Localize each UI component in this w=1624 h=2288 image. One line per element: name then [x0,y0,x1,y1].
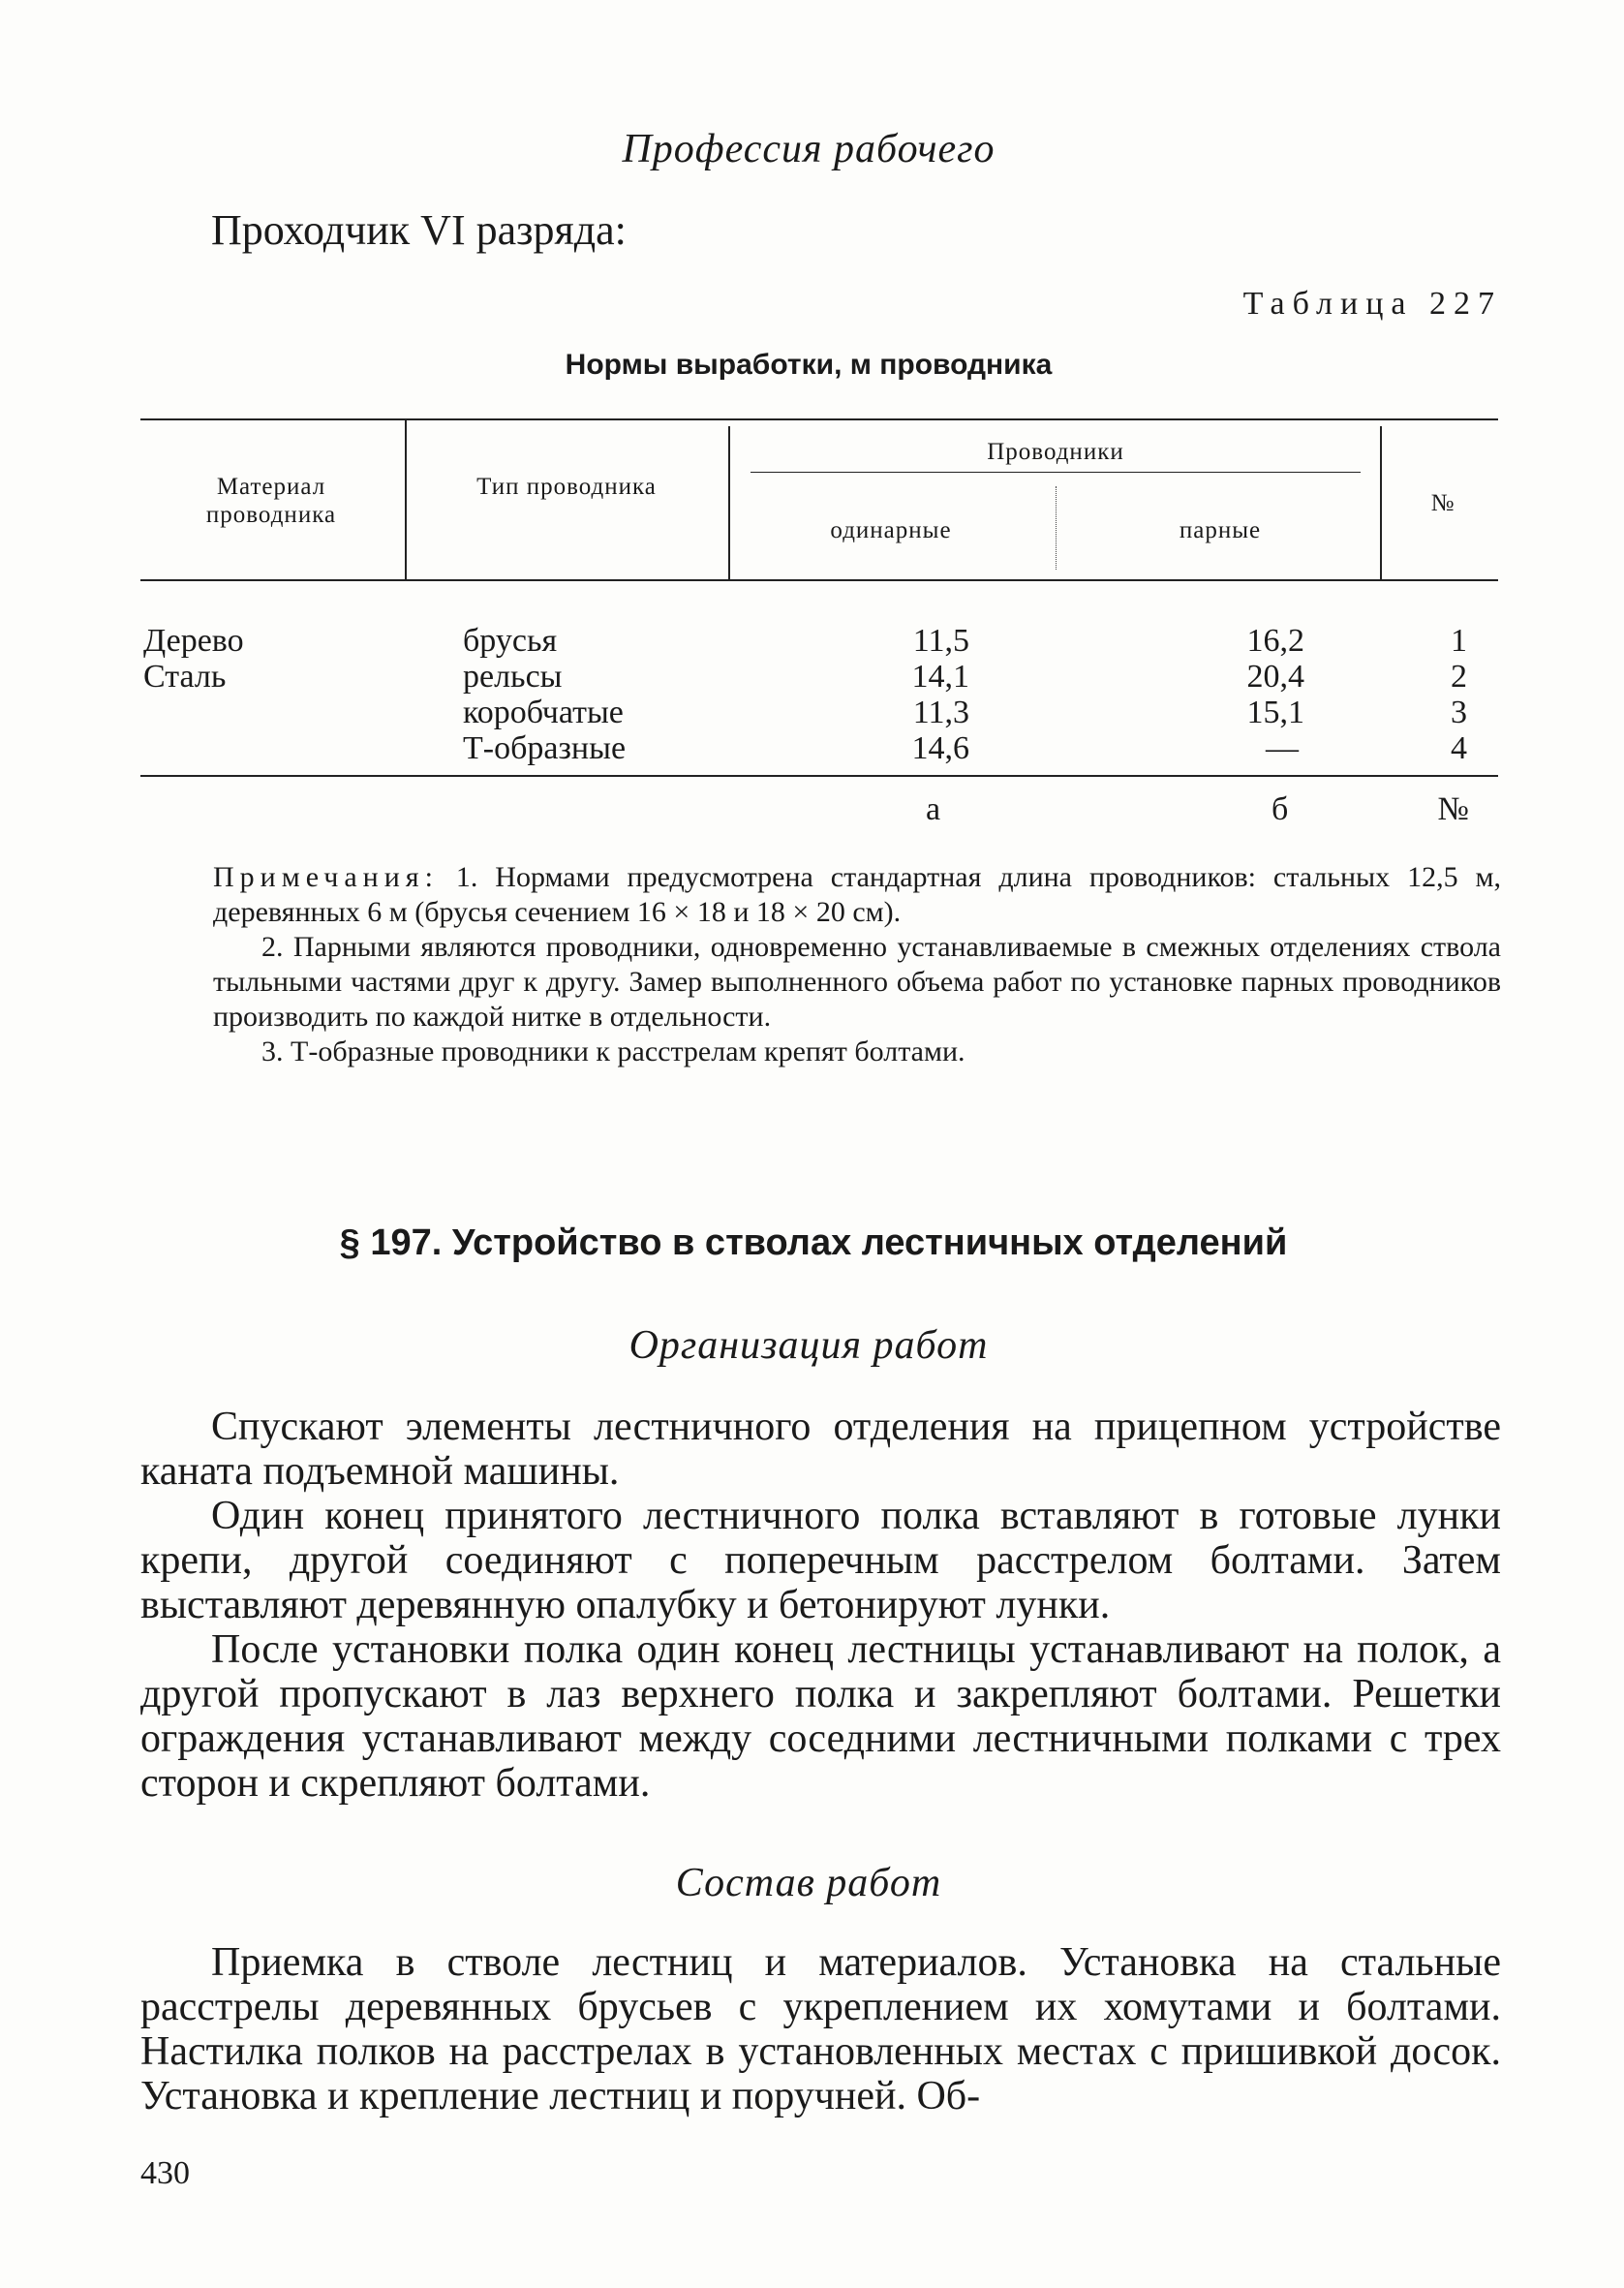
header-divider-4 [1380,426,1382,579]
composition-heading: Состав работ [675,1861,942,1905]
organization-paragraph: Один конец принятого лестничного полка вставляют в готовые лунки крепи, другой соединяют с поперечным расстрелом болтами. Затем выставляют деревянную опалубку и бетонируют лунки. [140,1494,1501,1627]
table-row-type: рельсы [463,659,563,695]
header-paired: парные [1179,517,1262,543]
header-material: Материал проводника [205,474,337,528]
table-top-rule [140,418,1498,420]
organization-text [140,1405,1501,1806]
header-single: одинарные [830,517,952,543]
table-reference: Таблица 227 [1242,286,1502,322]
table-row-type: Т-образные [463,730,627,766]
note-2: 2. Парными являются проводники, одновременно устанавливаемые в смежных отделениях ствола тыльными частями друг к другу. Замер выполненного объема работ по установке парных проводников производить по каждой нитке в отдельности. [213,931,1501,1033]
group-rule [751,472,1361,473]
organization-paragraph: Спускают элементы лестничного отделения на прицепном устройстве каната подъемной машины. [140,1405,1501,1494]
table-row-single: 11,5 [912,623,969,659]
table-row-paired: — [1266,730,1299,766]
table-row-paired: 16,2 [1246,623,1304,659]
profession-heading: Профессия рабочего [622,127,996,171]
footer-number-label: № [1437,791,1469,827]
worker-line: Проходчик VI разряда: [211,206,627,254]
footer-paired-label: б [1272,791,1289,827]
organization-heading: Организация работ [628,1323,989,1368]
page-number: 430 [140,2155,190,2191]
header-divider-3 [1056,486,1057,570]
header-bottom-rule [140,579,1498,581]
composition-text [140,1940,1501,2118]
table-row-type: коробчатые [463,695,624,730]
table-row-material: Дерево [143,623,244,659]
header-divider-1 [405,418,407,579]
header-number: № [1430,490,1455,516]
footer-single-label: а [926,791,941,827]
table-title: Нормы выработки, м проводника [565,349,1053,381]
header-divider-2 [728,426,730,579]
header-type: Тип проводника [476,474,657,500]
note-3: 3. Т-образные проводники к расстрелам крепят болтами. [261,1036,965,1067]
table-row-paired: 20,4 [1246,659,1304,695]
table-row-number: 2 [1451,659,1467,695]
section-title: § 197. Устройство в стволах лестничных отделений [339,1222,1288,1263]
table-row-type: брусья [463,623,558,659]
organization-paragraph: После установки полка один конец лестницы устанавливают на полок, а другой пропускают в лаз верхнего полка и закрепляют болтами. Решетки ограждения устанавливают между соседними лестничными полками с трех сторон и скрепляют болтами. [140,1627,1501,1806]
table-row-number: 1 [1451,623,1467,659]
table-row-single: 14,6 [911,730,969,766]
table-row-paired: 15,1 [1246,695,1304,730]
note-1 [213,860,1501,930]
table-row-number: 3 [1451,695,1467,730]
table-notes [213,860,1501,1069]
notes-label: Примечания: [213,861,439,893]
header-group: Проводники [987,439,1124,465]
body-bottom-rule [140,775,1498,777]
note-1-text: 1. Нормами предусмотрена стандартная длина проводников: стальных 12,5 м, деревянных 6 м (брусья сечением 16 × 18 и 18 × 20 см). [213,861,1502,928]
table-row-single: 14,1 [911,659,969,695]
table-row-number: 4 [1451,730,1467,766]
composition-paragraph: Приемка в стволе лестниц и материалов. Установка на стальные расстрелы деревянных брусьев с укреплением их хомутами и болтами. Настилка полков на расстрелах в установленных местах с пришивкой досок. Установка и крепление лестниц и поручней. Об- [140,1940,1501,2118]
table-row-single: 11,3 [912,695,969,730]
table-row-material: Сталь [143,659,227,695]
